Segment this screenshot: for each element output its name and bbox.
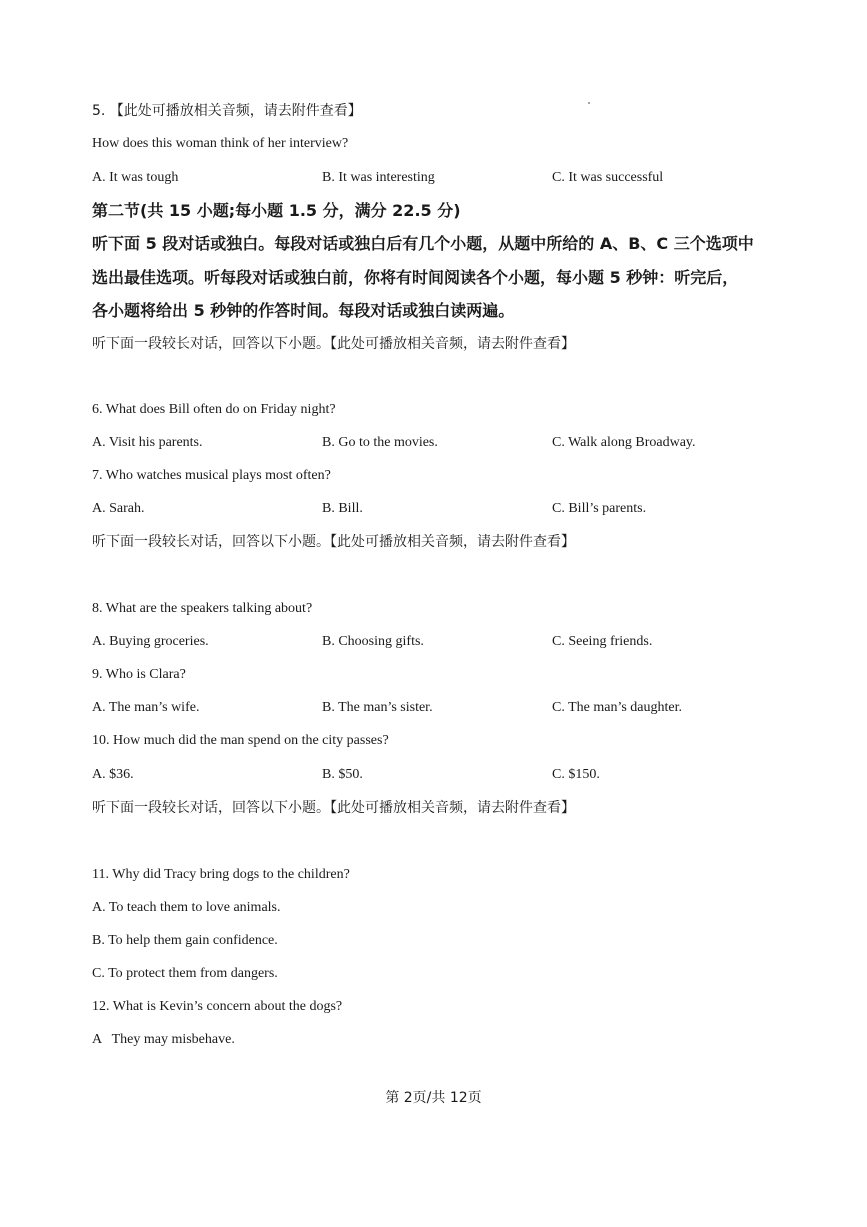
dialogue-note: 听下面一段较长对话，回答以下小题。【此处可播放相关音频，请去附件查看】 [92,800,575,816]
q10-option-b: B. $50. [322,767,363,782]
q7-option-b: B. Bill. [322,501,363,516]
q6-question: 6. What does Bill often do on Friday night? [92,402,336,417]
section2-instruction-line: 各小题将给出 5 秒钟的作答时间。每段对话或独白读两遍。 [92,301,515,320]
q11-option-b: B. To help them gain confidence. [92,933,278,948]
q7-option-a: A. Sarah. [92,501,145,516]
page-footer: 第 2页/共 12页 [385,1090,482,1106]
q11-question: 11. Why did Tracy bring dogs to the children? [92,867,350,882]
q8-option-c: C. Seeing friends. [552,634,653,649]
q6-option-b: B. Go to the movies. [322,435,438,450]
q6-option-c: C. Walk along Broadway. [552,435,696,450]
q8-question: 8. What are the speakers talking about? [92,601,313,616]
q10-option-c: C. $150. [552,767,600,782]
q8-option-a: A. Buying groceries. [92,634,209,649]
q8-option-b: B. Choosing gifts. [322,634,424,649]
scan-speck [588,102,590,104]
q10-option-a: A. $36. [92,767,134,782]
section2-title: 第二节(共 15 小题;每小题 1.5 分，满分 22.5 分) [92,201,461,220]
q9-option-a: A. The man’s wife. [92,700,200,715]
q9-option-b: B. The man’s sister. [322,700,433,715]
dialogue-note: 听下面一段较长对话，回答以下小题。【此处可播放相关音频，请去附件查看】 [92,336,575,352]
q5-question: How does this woman think of her interview? [92,136,349,151]
q5-header: 5. 【此处可播放相关音频，请去附件查看】 [92,103,362,119]
q9-option-c: C. The man’s daughter. [552,700,682,715]
q11-option-a: A. To teach them to love animals. [92,900,281,915]
q6-option-a: A. Visit his parents. [92,435,203,450]
q9-question: 9. Who is Clara? [92,667,186,682]
q5-option-c: C. It was successful [552,170,664,185]
q7-question: 7. Who watches musical plays most often? [92,468,331,483]
q5-option-b: B. It was interesting [322,170,435,185]
section2-instruction-line: 听下面 5 段对话或独白。每段对话或独白后有几个小题，从题中所给的 A、B、C 三个选项中 [92,234,754,253]
dialogue-note: 听下面一段较长对话，回答以下小题。【此处可播放相关音频，请去附件查看】 [92,534,575,550]
q10-question: 10. How much did the man spend on the city passes? [92,733,389,748]
q12-option-a: A They may misbehave. [92,1032,235,1047]
q11-option-c: C. To protect them from dangers. [92,966,278,981]
q7-option-c: C. Bill’s parents. [552,501,647,516]
section2-instruction-line: 选出最佳选项。听每段对话或独白前，你将有时间阅读各个小题，每小题 5 秒钟：听完后， [92,268,739,287]
q12-question: 12. What is Kevin’s concern about the dogs? [92,999,343,1014]
q5-option-a: A. It was tough [92,170,179,185]
